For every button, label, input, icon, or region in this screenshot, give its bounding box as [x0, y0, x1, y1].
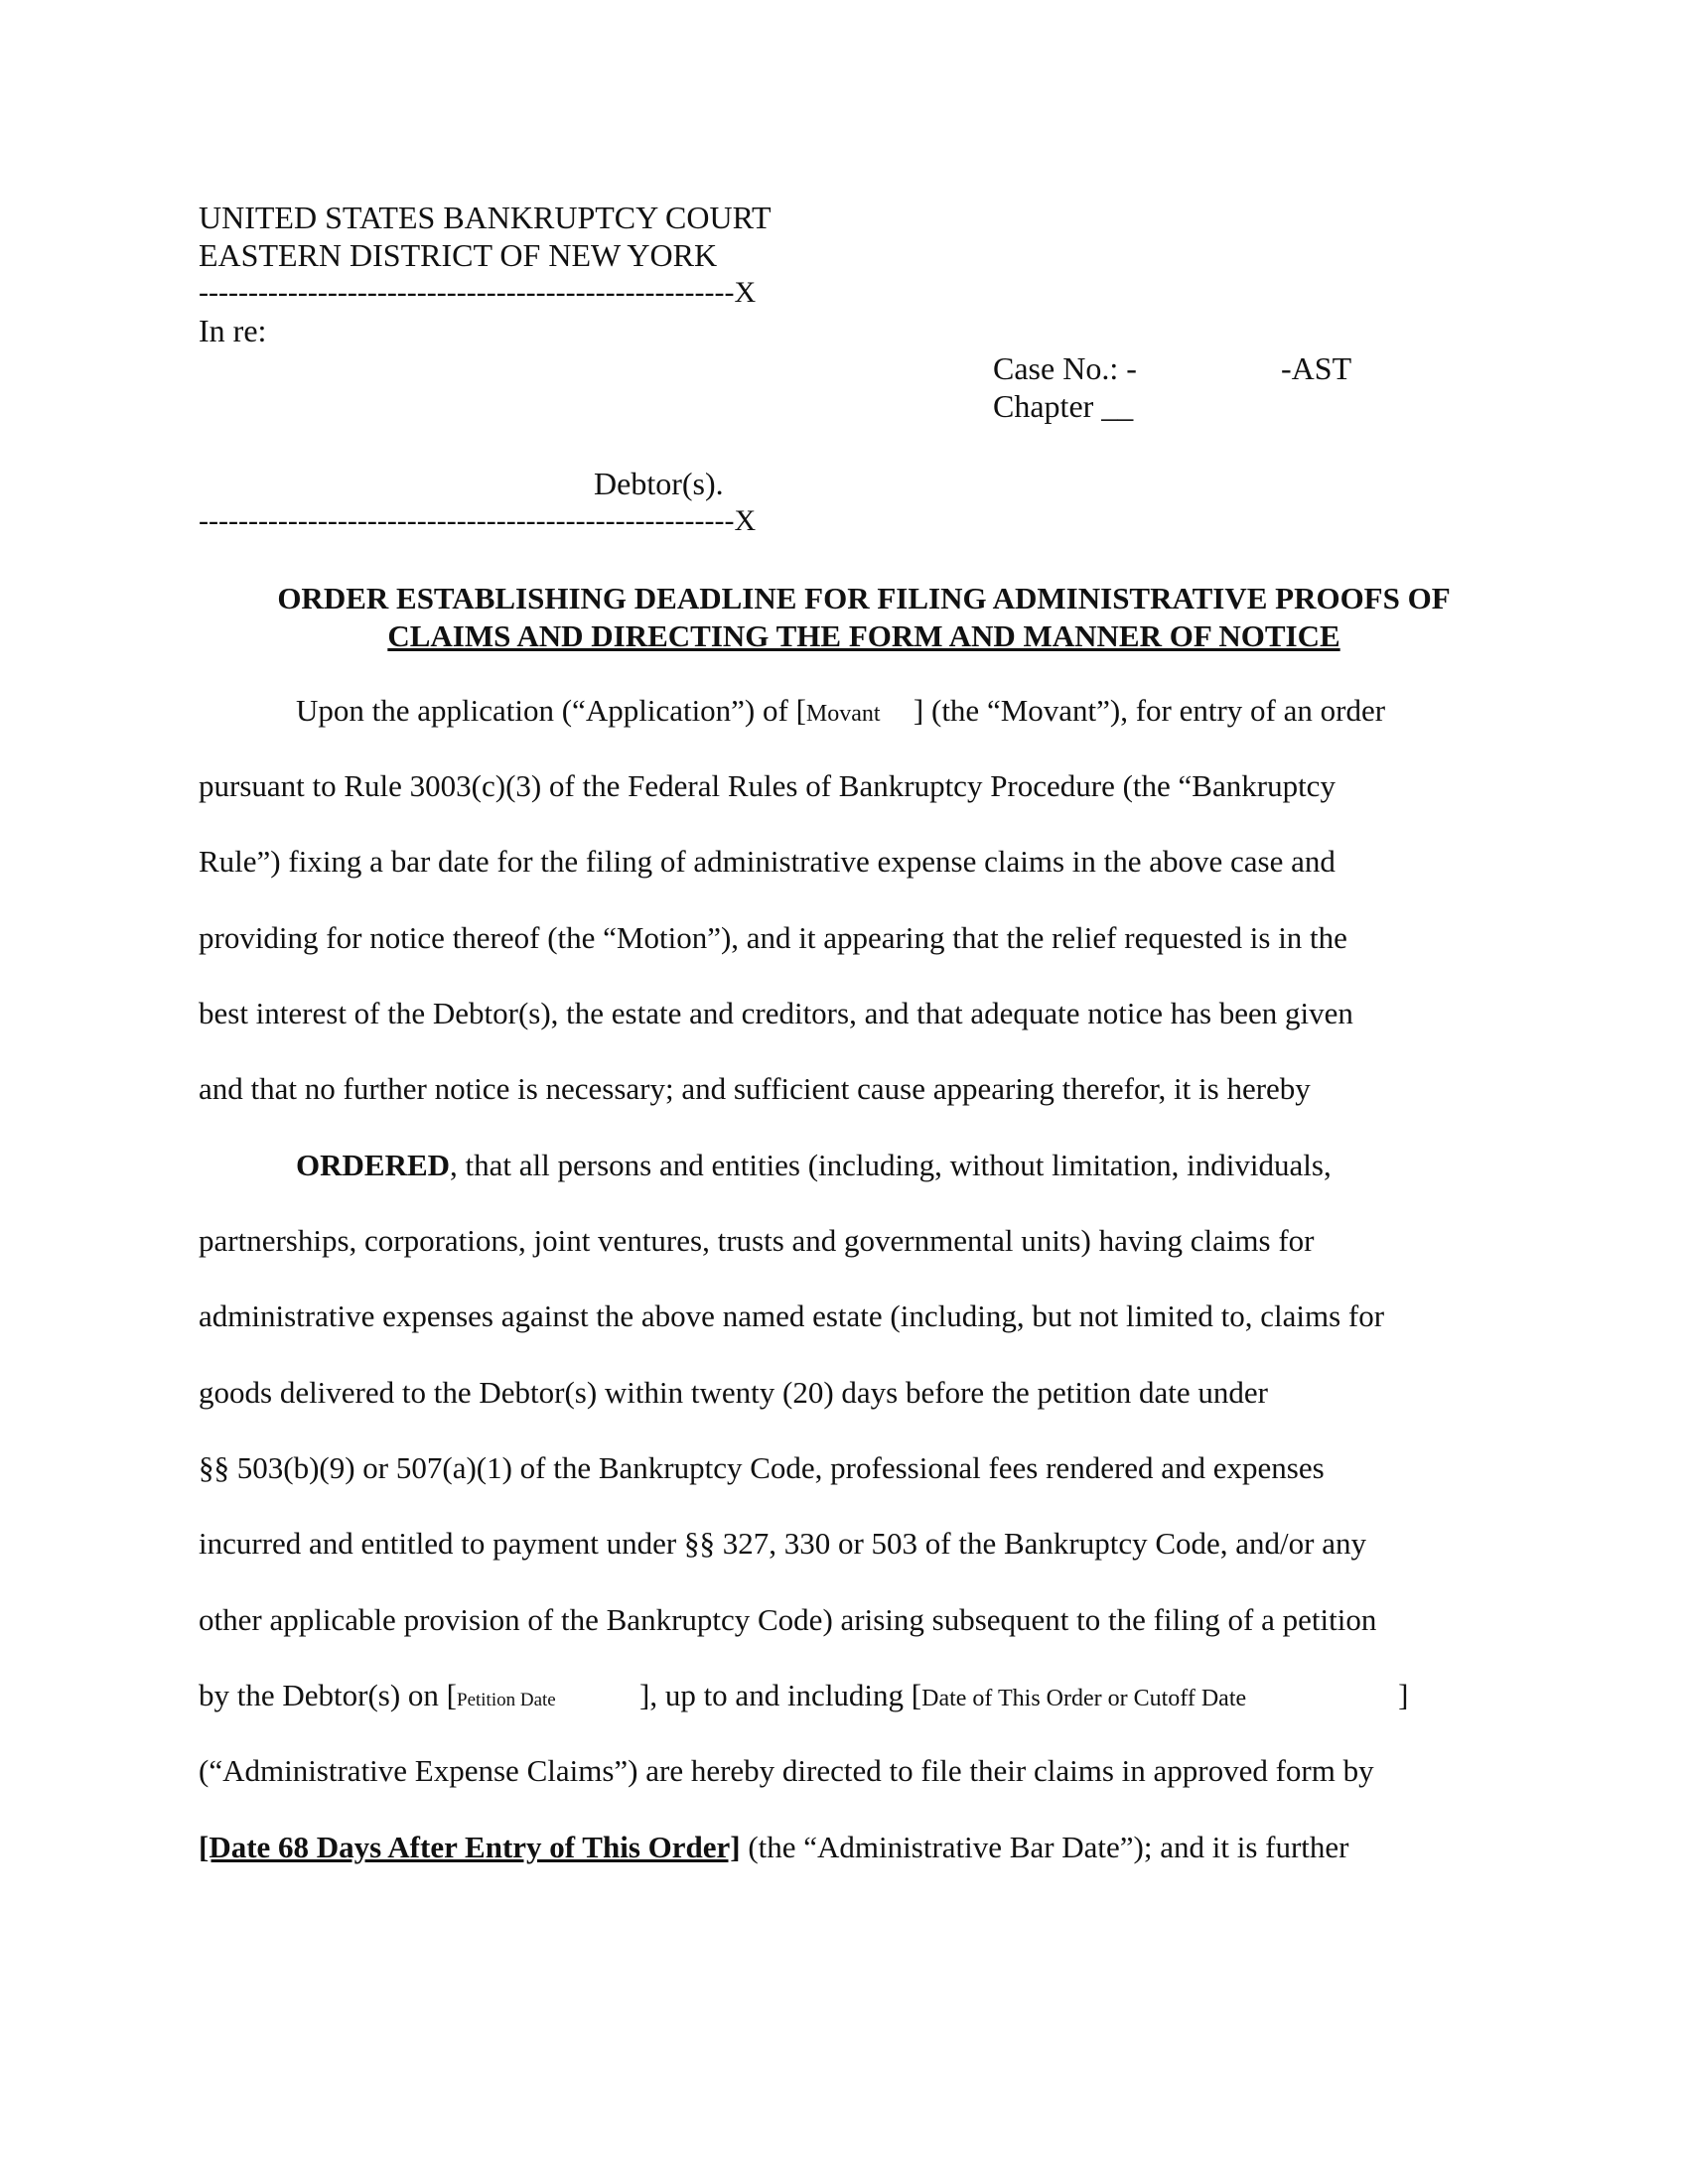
p2-line8-text-b: ], up to and including [	[639, 1678, 922, 1712]
p2-line1-text: , that all persons and entities (including, without limitation, individuals,	[450, 1148, 1332, 1182]
paragraph-2-line-6: incurred and entitled to payment under §§ 327, 330 or 503 of the Bankruptcy Code, and/or any	[199, 1526, 1366, 1561]
p2-line10-text: (the “Administrative Bar Date”); and it is further	[740, 1830, 1349, 1864]
p2-line8-text-a: by the Debtor(s) on [	[199, 1678, 457, 1712]
paragraph-2-line-9: (“Administrative Expense Claims”) are hereby directed to file their claims in approved form by	[199, 1753, 1374, 1788]
paragraph-2-line-7: other applicable provision of the Bankruptcy Code) arising subsequent to the filing of a petition	[199, 1602, 1377, 1637]
case-number-label: Case No.: -	[993, 350, 1137, 386]
p1-line1-text-b: ] (the “Movant”), for entry of an order	[913, 693, 1386, 728]
paragraph-1-line-5: best interest of the Debtor(s), the estate and creditors, and that adequate notice has been given	[199, 996, 1353, 1030]
paragraph-1-line-6: and that no further notice is necessary; and sufficient cause appearing therefor, it is hereby	[199, 1071, 1311, 1106]
administrative-bar-date-placeholder: [Date 68 Days After Entry of This Order]	[199, 1830, 741, 1864]
paragraph-2-line-4: goods delivered to the Debtor(s) within twenty (20) days before the petition date under	[199, 1375, 1268, 1410]
caption-separator-bottom: ------------------------------------------------------X	[199, 504, 757, 537]
court-district: EASTERN DISTRICT OF NEW YORK	[199, 237, 718, 273]
chapter-label: Chapter __	[993, 388, 1134, 424]
p2-line8-text-c: ]	[1398, 1678, 1409, 1712]
order-title-line-1: ORDER ESTABLISHING DEADLINE FOR FILING ADMINISTRATIVE PROOFS OF	[277, 581, 1451, 615]
petition-date-placeholder: Petition Date	[457, 1690, 556, 1710]
paragraph-2-line-10	[199, 1830, 1349, 1865]
debtor-label: Debtor(s).	[594, 466, 724, 501]
paragraph-2-line-8	[199, 1678, 1408, 1713]
paragraph-2-line-5: §§ 503(b)(9) or 507(a)(1) of the Bankruptcy Code, professional fees rendered and expenses	[199, 1450, 1325, 1485]
ordered-keyword: ORDERED	[296, 1148, 451, 1182]
order-title-line-2	[149, 617, 1579, 655]
paragraph-1-line-2: pursuant to Rule 3003(c)(3) of the Federal Rules of Bankruptcy Procedure (the “Bankruptcy	[199, 768, 1336, 803]
paragraph-2-line-1	[296, 1148, 1332, 1183]
order-title-line-2-text: CLAIMS AND DIRECTING THE FORM AND MANNER OF NOTICE	[387, 618, 1340, 653]
p1-line1-text-a: Upon the application (“Application”) of [	[296, 693, 806, 728]
paragraph-2-line-2: partnerships, corporations, joint ventures, trusts and governmental units) having claims for	[199, 1223, 1315, 1258]
movant-placeholder: Movant	[805, 701, 881, 727]
paragraph-1-line-4: providing for notice thereof (the “Motion”), and it appearing that the relief requested is in the	[199, 920, 1347, 955]
case-number-suffix: -AST	[1281, 350, 1352, 386]
caption-separator-top: ------------------------------------------------------X	[199, 276, 757, 309]
in-re-label: In re:	[199, 313, 267, 348]
paragraph-1-line-3: Rule”) fixing a bar date for the filing of administrative expense claims in the above case and	[199, 844, 1336, 879]
cutoff-date-placeholder: Date of This Order or Cutoff Date	[921, 1686, 1247, 1711]
court-name: UNITED STATES BANKRUPTCY COURT	[199, 200, 772, 235]
paragraph-2-line-3: administrative expenses against the above named estate (including, but not limited to, claims for	[199, 1298, 1385, 1333]
paragraph-1-line-1	[296, 693, 1385, 729]
